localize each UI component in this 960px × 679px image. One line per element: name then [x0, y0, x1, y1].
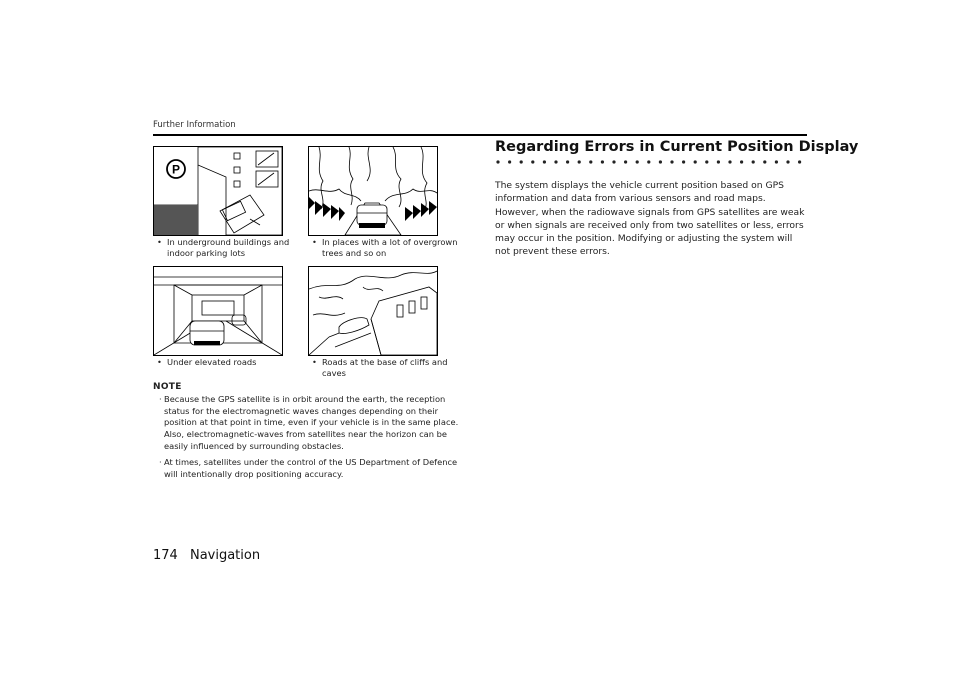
figure-caption: • In places with a lot of overgrown trees and so on: [312, 237, 458, 258]
elevated-road-illustration: [154, 267, 282, 355]
bullet: •: [312, 237, 317, 247]
note-item: · At times, satellites under the control of the US Department of Defence will intentionally drop positioning accuracy.: [159, 457, 458, 479]
figure-overgrown-trees: [308, 146, 438, 236]
figure-elevated-roads: [153, 266, 283, 356]
cliff-cave-illustration: [309, 267, 437, 355]
chapter-name: Navigation: [189, 548, 261, 563]
bullet: •: [312, 357, 317, 367]
underground-parking-illustration: [154, 147, 282, 235]
overgrown-trees-illustration: [309, 147, 437, 235]
header-rule: [153, 134, 807, 136]
running-header: Further Information: [153, 120, 236, 130]
figure-caption: • Roads at the base of cliffs and caves: [312, 357, 448, 378]
svg-text:P: P: [171, 162, 181, 177]
note-title: NOTE: [153, 382, 182, 392]
note-item: · Because the GPS satellite is in orbit around the earth, the reception status for the electromagnetic waves changes depending on their position at that point in time, even if your vehicle is in the same place. Also, electromagnetic-waves from satellites near the horizon can be easily influenced by surrounding obstacles.: [159, 394, 459, 451]
figure-caption: • Under elevated roads: [157, 357, 257, 367]
section-body: The system displays the vehicle current position based on GPS information and data from various sensors and road maps. However, when the radiowave signals from GPS satellites are weak or when signals are received only from two satellites or less, errors may occur in the position. Modifying or adjusting the system will not prevent these errors.: [495, 180, 805, 258]
page-number: 174: [153, 548, 178, 563]
note-bullet: ·: [159, 394, 162, 404]
bullet: •: [157, 237, 162, 247]
page-footer: [153, 548, 260, 563]
bullet: •: [157, 357, 162, 367]
section-title: Regarding Errors in Current Position Display: [495, 139, 859, 155]
figure-caption: • In underground buildings and indoor parking lots: [157, 237, 290, 258]
figure-underground-parking: [153, 146, 283, 236]
figure-cliffs-caves: [308, 266, 438, 356]
parking-sign-icon: [167, 160, 185, 178]
note-bullet: ·: [159, 457, 162, 467]
dotted-divider: [495, 158, 810, 166]
